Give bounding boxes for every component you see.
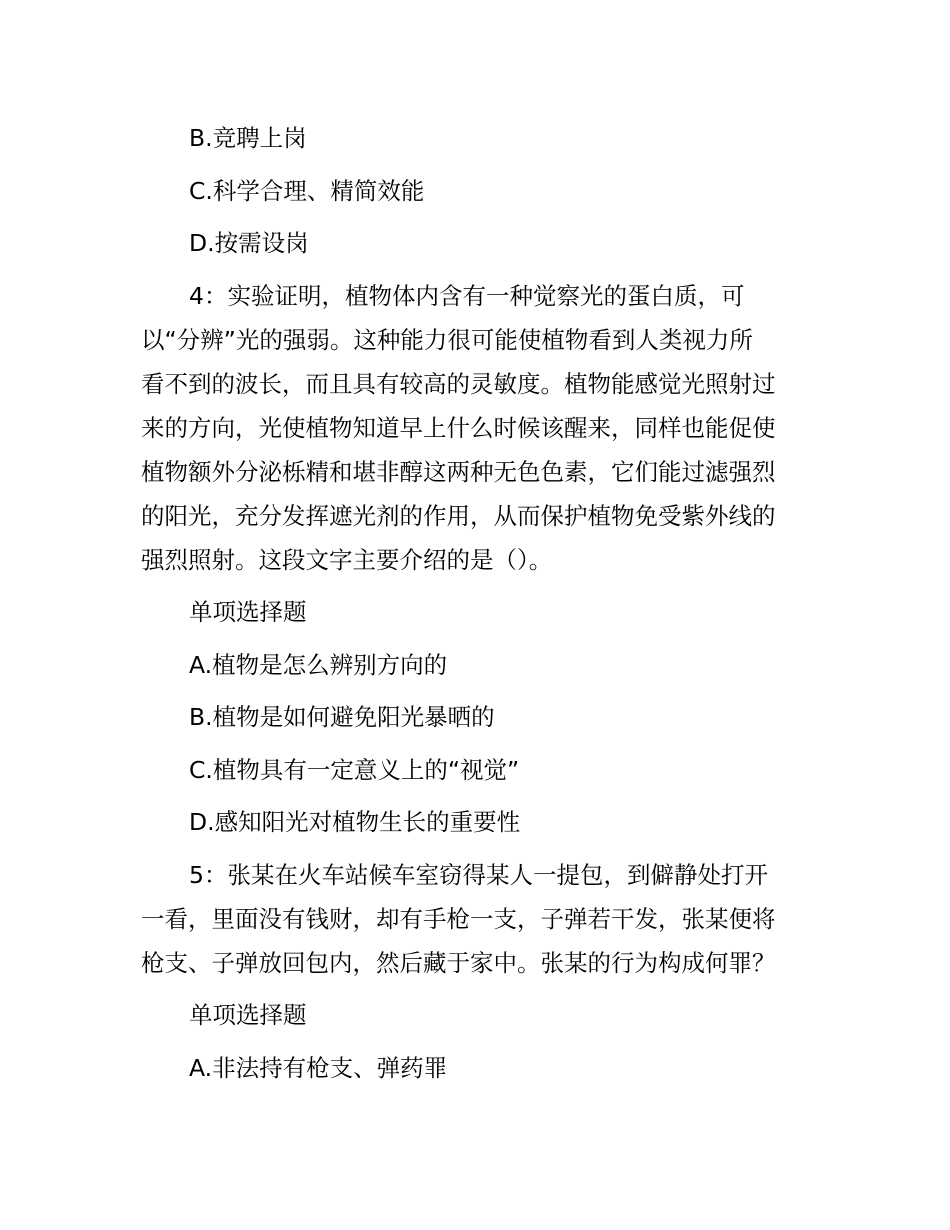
q3-option-d: D.按需设岗 <box>189 229 309 257</box>
q5-question-type: 单项选择题 <box>189 1001 307 1029</box>
q4-stem-line: 的阳光，充分发挥遮光剂的作用，从而保护植物免受紫外线的 <box>141 501 776 530</box>
q4-option-b: B.植物是如何避免阳光暴晒的 <box>189 703 495 731</box>
q4-option-c: C.植物具有一定意义上的“视觉” <box>189 755 520 784</box>
q4-question-type: 单项选择题 <box>189 598 307 626</box>
q4-option-d: D.感知阳光对植物生长的重要性 <box>189 808 521 836</box>
q4-stem <box>141 274 813 582</box>
q5-option-a: A.非法持有枪支、弹药罪 <box>189 1053 448 1082</box>
q4-stem-line: 植物额外分泌栎精和堪非醇这两种无色色素，它们能过滤强烈 <box>141 457 776 486</box>
q4-stem-line: 来的方向，光使植物知道早上什么时候该醒来，同样也能促使 <box>141 413 776 442</box>
document-content <box>141 116 813 1090</box>
q4-stem-line: 以“分辨”光的强弱。这种能力很可能使植物看到人类视力所 <box>141 325 753 354</box>
q5-stem-line: 枪支、子弹放回包内，然后藏于家中。张某的行为构成何罪？ <box>141 948 776 977</box>
q4-stem-line: 4：实验证明，植物体内含有一种觉察光的蛋白质，可 <box>189 281 745 310</box>
q3-option-c: C.科学合理、精简效能 <box>189 176 425 205</box>
q5-stem <box>141 853 813 985</box>
q5-stem-line: 一看，里面没有钱财，却有手枪一支，子弹若干发，张某便将 <box>141 904 776 933</box>
q3-option-b: B.竞聘上岗 <box>189 124 307 152</box>
q4-stem-line: 看不到的波长，而且具有较高的灵敏度。植物能感觉光照射过 <box>141 369 776 398</box>
q5-stem-line: 5：张某在火车站候车室窃得某人一提包，到僻静处打开 <box>189 860 768 889</box>
q4-option-a: A.植物是怎么辨别方向的 <box>189 650 448 679</box>
q4-stem-line: 强烈照射。这段文字主要介绍的是（）。 <box>141 545 553 574</box>
